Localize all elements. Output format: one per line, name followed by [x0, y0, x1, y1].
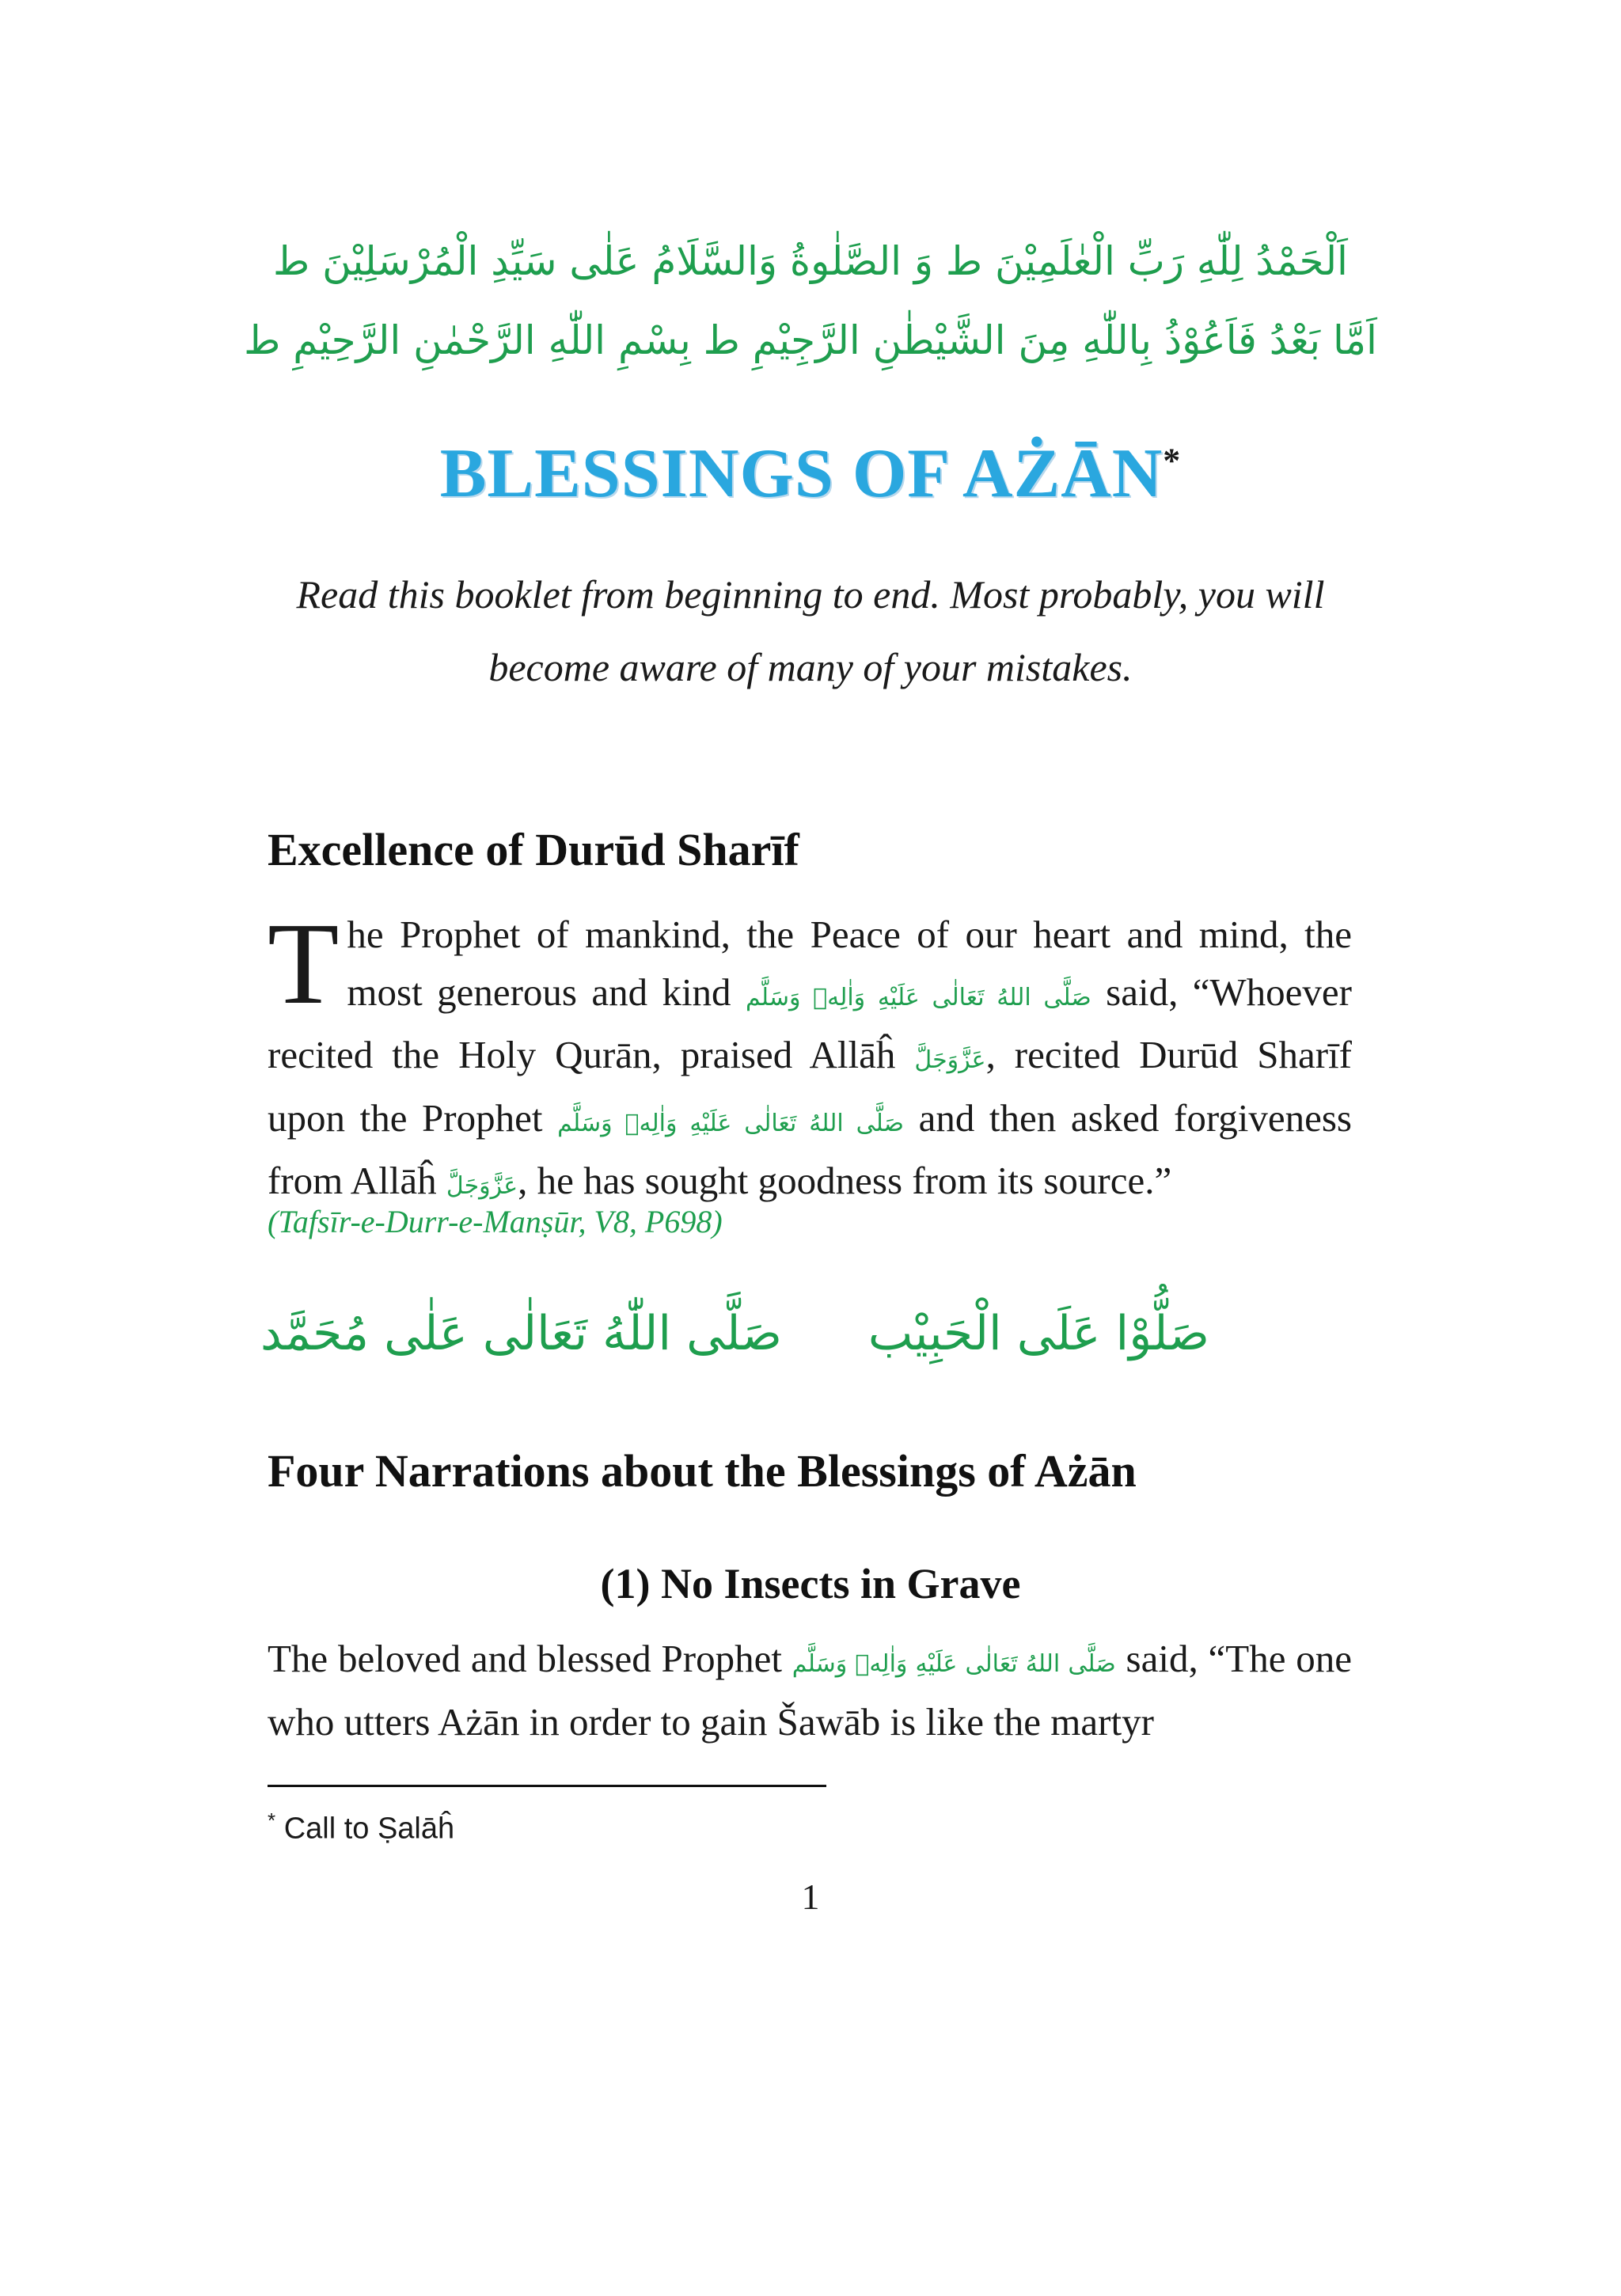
- honorific-salutation: صَلَّى اللهُ تَعَالٰى عَلَيْهِ وَاٰلِهٖ وَسَلَّم: [557, 1109, 904, 1137]
- honorific-azza-wa-jal: عَزَّوَجَلَّ: [446, 1172, 518, 1200]
- drop-cap: T: [268, 899, 340, 1029]
- paragraph-text: , he has sought goodness from its source.”: [518, 1159, 1172, 1202]
- page-number: 1: [801, 1877, 820, 1917]
- honorific-salutation: صَلَّى اللهُ تَعَالٰى عَلَيْهِ وَاٰلِهٖ وَسَلَّم: [792, 1650, 1116, 1678]
- honorific-salutation: صَلَّى اللهُ تَعَالٰى عَلَيْهِ وَاٰلِهٖ وَسَلَّم: [745, 983, 1091, 1011]
- arabic-opening-line-1: اَلْحَمْدُ لِلّٰهِ رَبِّ الْعٰلَمِيْنَ ط وَ الصَّلٰوةُ وَالسَّلَامُ عَلٰی سَيِّدِ الْمُرْسَلِيْنَ ط: [273, 238, 1348, 284]
- paragraph-text: , recited Durūd Sharīf upon the Prophet: [268, 1033, 1352, 1140]
- paragraph-text: The beloved and blessed Prophet: [268, 1637, 792, 1680]
- footnote-marker: *: [268, 1808, 276, 1832]
- paragraph-text: and then asked forgiveness from Allāĥ: [268, 1095, 1353, 1202]
- salawat-left: صَلَّى اللّٰهُ تَعَالٰى عَلٰى مُحَمَّد: [260, 1306, 782, 1361]
- honorific-azza-wa-jal: عَزَّوَجَلَّ: [914, 1046, 986, 1074]
- title-footnote-marker: *: [1163, 441, 1182, 480]
- paragraph-text: said, “Whoever recited the Holy Qurān, praised Allāĥ: [268, 970, 1352, 1076]
- page-title-text: BLESSINGS OF AŻĀN: [439, 435, 1164, 512]
- paragraph-text: said, “The one who utters Ażān in order to gain Šawāb is like the martyr: [268, 1637, 1353, 1744]
- footnote-text: Call to Ṣalāĥ: [283, 1812, 455, 1846]
- paragraph-durud: [268, 899, 1353, 1216]
- salawat-right: صَلُّوْا عَلَى الْحَبِيْب: [867, 1306, 1209, 1361]
- arabic-opening-line-2: اَمَّا بَعْدُ فَاَعُوْذُ بِاللّٰهِ مِنَ الشَّيْطٰنِ الرَّجِيْمِ ط بِسْمِ اللّٰهِ الرَّحْمٰنِ الرَّحِيْمِ ط: [244, 317, 1377, 363]
- reference-citation: (Tafsīr-e-Durr-e-Manṣūr, V8, P698): [268, 1204, 723, 1239]
- footnote-divider: [268, 1785, 826, 1787]
- page-title: [0, 434, 1621, 514]
- section-heading-durud: Excellence of Durūd Sharīf: [268, 824, 799, 875]
- footnote: [268, 1808, 454, 1846]
- intro-text: Read this booklet from beginning to end. Most probably, you will become aware of many of your mistakes.: [296, 572, 1325, 689]
- paragraph-text: he Prophet of mankind, the Peace of our heart and mind, the most generous and kind: [347, 913, 1352, 1014]
- subheading-no-insects: (1) No Insects in Grave: [600, 1560, 1021, 1607]
- paragraph-narration-1: [268, 1630, 1352, 1751]
- section-heading-narrations: Four Narrations about the Blessings of Ażān: [268, 1445, 1137, 1497]
